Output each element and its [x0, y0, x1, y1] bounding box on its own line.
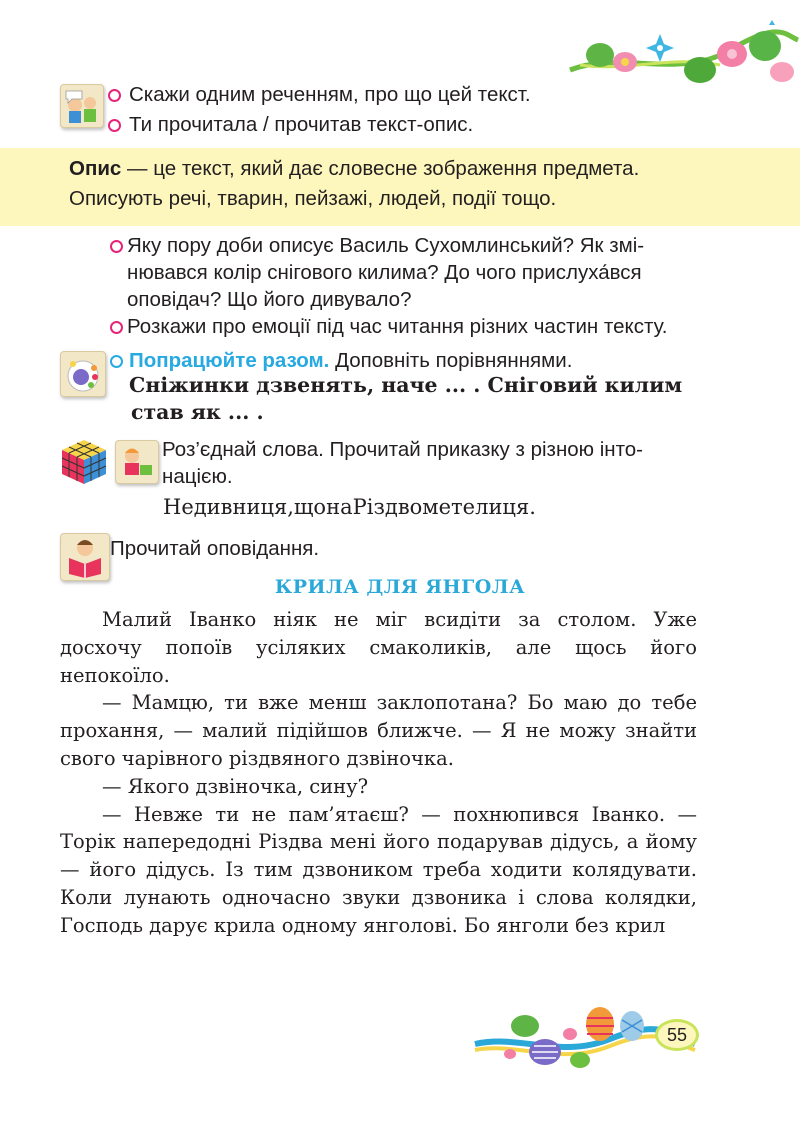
task3-heading: Попрацюйте разом. [129, 349, 330, 372]
task4-line1: Роз’єднай слова. Прочитай приказку з різною інто- [162, 438, 643, 461]
page-number: 55 [666, 1025, 688, 1045]
story-paragraph-4: — Невже ти не пам’ятаєш? — похнюпився Іванко. — Торік напередодні Різдва мені його подарував дідусь, а йому — його дідусь. Із тим дзвоником треба ходити колядувати. Коли лунають одночасно звуки дзвоника і слова колядки, Господь дарує крила одному янголові. Бо янголи без крил [60, 802, 697, 937]
story-paragraph-1: Малий Іванко ніяк не міг всидіти за столом. Уже досхочу попоїв усіляких смаколиків, але щось його непокоїло. [60, 608, 697, 687]
kids-reading-icon [115, 440, 159, 484]
story-body [60, 606, 697, 940]
story-title: КРИЛА ДЛЯ ЯНГОЛА [274, 576, 526, 598]
definition-term: Опис [69, 157, 122, 180]
bullet-icon [108, 89, 121, 102]
task2-question1-line2: нювався колір снігового килима? До чого прислуха́вся [127, 261, 642, 284]
floral-garland-top [560, 10, 800, 100]
definition-line1-text: — це текст, який дає словесне зображення предмета. [121, 157, 640, 180]
story-paragraph-2: — Мамцю, ти вже менш заклопотана? Бо маю до тебе прохання, — малий підійшов ближче. — Я не можу знайти свого чарівного різдвяного дзвіночка. [60, 691, 697, 770]
task3-line1 [129, 347, 572, 375]
task3-line3: став як ... . [131, 400, 264, 424]
task2-question2: Розкажи про емоції під час читання різних частин тексту. [127, 315, 668, 338]
definition-line1 [69, 155, 639, 183]
task1-question1: Скажи одним реченням, про що цей текст. [129, 83, 531, 106]
task3-instruction: Доповніть порівняннями. [329, 349, 573, 372]
task1-question2: Ти прочитала / прочитав текст-опис. [129, 113, 474, 136]
task4-line2: нацією. [162, 465, 233, 488]
task4-puzzle: Недивниця,щонаРіздвометелиця. [163, 495, 536, 519]
definition-line2: Описують речі, тварин, пейзажі, людей, події тощо. [69, 187, 557, 210]
discussion-icon [60, 84, 104, 128]
task3-line2: Сніжинки дзвенять, наче ... . Сніговий килим [129, 373, 683, 397]
task5-text: Прочитай оповідання. [110, 537, 320, 560]
task2-question1-line3: оповідач? Що його дивувало? [127, 288, 412, 311]
bullet-icon [108, 119, 121, 132]
rubiks-cube-icon [58, 436, 110, 488]
bullet-icon [110, 321, 123, 334]
palette-icon [60, 351, 106, 397]
task2-question1-line1: Яку пору доби описує Василь Сухомлинський? Як змі- [127, 234, 645, 257]
bullet-icon [110, 240, 123, 253]
story-paragraph-3: — Якого дзвіночка, сину? [102, 774, 369, 798]
bullet-icon [110, 355, 123, 368]
